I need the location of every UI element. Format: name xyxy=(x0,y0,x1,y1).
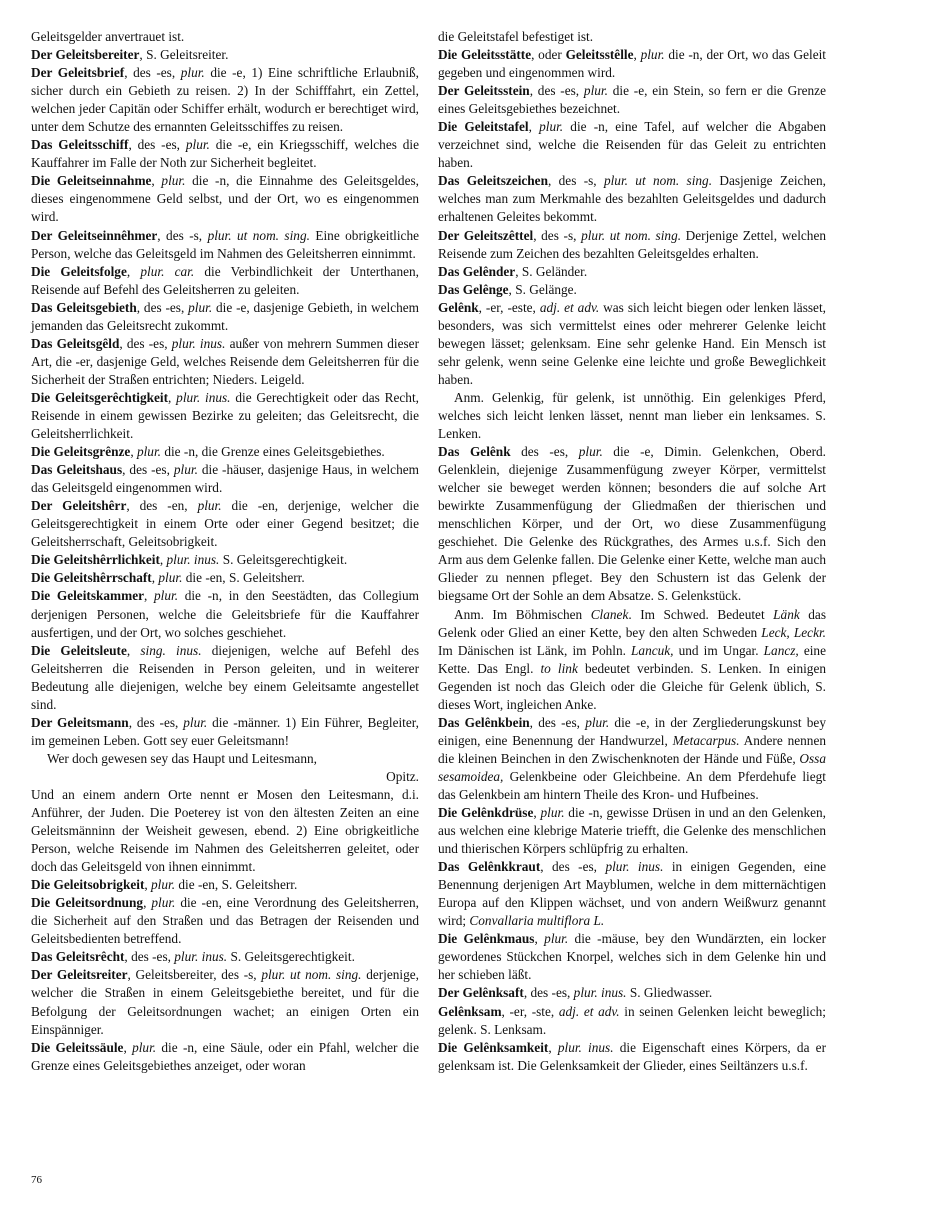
dictionary-entry xyxy=(438,389,826,443)
entry-text: , xyxy=(533,805,541,821)
entry-text: in seinen Gelenken leicht beweglich; gelenk. S. Lenksam. xyxy=(438,1003,826,1037)
dictionary-entry xyxy=(31,335,419,389)
dictionary-entry xyxy=(31,263,419,299)
entry-headword: Gelênk xyxy=(438,299,479,315)
grammar-note: Länk xyxy=(773,606,800,622)
entry-headword: Der Geleitshêrr xyxy=(31,498,127,514)
entry-text: Gelenkbeine oder Gleichbeine. An dem Pferdehufe liegt das Gelenkbein am hintern Theile des Kron- und Hufbeines. xyxy=(438,768,826,802)
entry-text: die -mäuse, bey den Wundärzten, ein locker gewordenes Stückchen Knorpel, welches sich in dem Gelenke hin und her schieben läßt. xyxy=(438,931,827,983)
entry-text: die -e, ein Stein, so fern er die Grenze eines Geleitsgebiethes bezeichnet. xyxy=(438,83,826,117)
entry-text: die Eigenschaft eines Körpers, da er gelenksam ist. Die Gelenksamkeit der Glieder, eines Seiltänzers u.s.f. xyxy=(438,1039,826,1073)
entry-text: die -n, eine Säule, oder ein Pfahl, welcher die Grenze eines Geleitsgebiethes anzeiget, oder woran xyxy=(31,1039,419,1073)
entry-text: Anm. Gelenkig, für gelenk, ist unnöthig. Ein gelenkiges Pferd, welches sich leicht lenken lässet, nennt man lieber ein lenksames. S. Lenken. xyxy=(438,389,826,442)
dictionary-entry xyxy=(31,876,419,894)
entry-text: Dasjenige Zeichen, welches man zum Merkmahle des bezahlten Geleitsgeldes und dadurch erhaltenen Geleites bekommt. xyxy=(438,173,826,225)
entry-headword: Die Geleitseinnahme xyxy=(31,173,152,189)
entry-text: Opitz. xyxy=(386,768,419,784)
grammar-note: Leck, Leckr. xyxy=(761,624,827,640)
entry-text: in einigen Gegenden, eine Benennung derjenigen Art Mayblumen, welche in dem mitternächtigen Europa auf den Klippen wächset, und von andern Weißwurz genannt wird; xyxy=(438,859,826,929)
entry-text: die -n, in den Seestädten, das Collegium derjenigen Personen, welche die Geleitsbriefe für die Kauffahrer ausfertigen, und der Ort, wo solches geschiehet. xyxy=(31,588,419,640)
entry-text: , des -es, xyxy=(124,65,181,81)
entry-text: Eine obrigkeitliche Person, welche das Geleitsgeld im Nahmen des Geleitsherren einnimmt. xyxy=(31,227,419,261)
entry-text: , des -s, xyxy=(533,227,582,243)
dictionary-entry xyxy=(438,930,826,984)
dictionary-entry xyxy=(438,714,826,804)
dictionary-entry xyxy=(438,172,826,226)
entry-text: die -e, 1) Eine schriftliche Erlaubniß, sicher durch ein Gebieth zu reisen. 2) In der Schifffahrt, ein Zettel, welchen jeder Capitän oder Schiffer erhält, wodurch er berechtiget wird, unter dem Schutze des ernannten Geleitsschiffes zu reisen. xyxy=(31,65,419,135)
grammar-note: Clanek xyxy=(590,606,629,622)
dictionary-entry xyxy=(31,642,419,714)
entry-headword: Die Geleitssäule xyxy=(31,1039,124,1055)
grammar-note: plur. inus. xyxy=(176,389,231,405)
entry-text: S. Geleitsgerechtigkeit. xyxy=(227,949,355,965)
grammar-note: plur. inus. xyxy=(171,335,226,351)
entry-text: Geleitsgelder anvertrauet ist. xyxy=(31,29,185,44)
entry-headword: Das Geleitsrêcht xyxy=(31,949,125,965)
entry-text: , des -es, xyxy=(523,985,574,1001)
entry-text: Andere nennen die kleinen Beinchen in den Zwischenknoten der Hände und Füße, xyxy=(438,732,826,766)
dictionary-entry xyxy=(31,443,419,461)
dictionary-entry xyxy=(438,118,826,172)
entry-headword: Die Geleitstafel xyxy=(438,119,529,135)
entry-headword: Der Geleitsmann xyxy=(31,714,129,730)
dictionary-entry xyxy=(438,46,826,82)
grammar-note: plur. ut nom. sing. xyxy=(603,173,713,189)
entry-headword: Die Geleitsgerêchtigkeit xyxy=(31,389,169,405)
entry-text: , xyxy=(126,642,141,658)
entry-text: , xyxy=(534,931,545,947)
dictionary-entry xyxy=(438,443,826,605)
dictionary-entry xyxy=(31,569,419,587)
dictionary-entry xyxy=(31,1039,419,1075)
entry-headword: Das Geleitsgêld xyxy=(31,335,120,351)
entry-headword: Die Geleitsfolge xyxy=(31,263,127,279)
grammar-note: plur. xyxy=(544,931,569,947)
entry-text: , des -es, xyxy=(529,714,586,730)
dictionary-entry xyxy=(31,894,419,948)
entry-headword: Das Gelênkbein xyxy=(438,714,530,730)
grammar-note: plur. xyxy=(132,1039,157,1055)
entry-text: , des -en, xyxy=(126,498,198,514)
dictionary-entry xyxy=(31,461,419,497)
entry-text: die -männer. 1) Ein Führer, Begleiter, im gemeinen Leben. Gott sey euer Geleitsmann! xyxy=(31,714,419,748)
right-column xyxy=(438,28,826,1075)
grammar-note: plur. xyxy=(173,462,198,478)
entry-text: die -e, Dimin. Gelenkchen, Oberd. Gelenklein, diejenige Zusammenfügung zweyer Körper, vermittelst welcher sie beweget werden können; besonders die auf solche Art bewirkte Zusammenfügung der Gliedmaßen der thierischen und menschlichen Körper, und der Ort, wo diese Zusammenfügung geschiehet. Die Gelenke des Rückgrathes, des Armes u.s.f. Sich den Arm aus dem Gelenke fallen. Die Gelenke einer Kette, welche man auch Glieder zu nennen pfleget. Bey den Schustern ist das Gelenk der biegsame Ort der Sohle an dem Absatze. S. Gelenkstück. xyxy=(438,444,827,604)
entry-text: . Im Schwed. Bedeutet xyxy=(628,606,774,622)
dictionary-entry xyxy=(438,263,826,281)
grammar-note: plur. xyxy=(185,137,210,153)
entry-text: diejenigen, welche auf Befehl des Geleitsherren die Reisenden in Person geleiten, und in weiterer Bedeutung alle diejenigen, welche bey einem Geleitsamte angestellet sind. xyxy=(31,642,419,712)
entry-text: die -e, in der Zergliederungskunst bey einigen, eine Benennung der Handwurzel, xyxy=(438,714,826,748)
grammar-note: plur. inus. xyxy=(166,552,220,568)
entry-headword: Die Geleitsobrigkeit xyxy=(31,877,145,893)
entry-headword: Der Geleitseinnêhmer xyxy=(31,227,158,243)
dictionary-entry xyxy=(31,750,419,768)
entry-text: , des -es, xyxy=(128,714,184,730)
entry-text: , des -s, xyxy=(157,227,208,243)
entry-text: was sich leicht biegen oder lenken lässet, besonders, was sich vermittelst eines oder mehrerer Gelenke leicht bewegen lässet; gelenksam. Eine sehr gelenke Hand. Ein Mensch ist sehr gelenk, wenn seine Gelenke eine leichte und große Beweglichkeit haben. xyxy=(438,299,826,387)
entry-text: , Geleitsbereiter, des -s, xyxy=(127,967,262,983)
dictionary-entry xyxy=(31,46,419,64)
entry-headword: Die Geleitshêrrschaft xyxy=(31,570,152,586)
entry-text: die -n, die Grenze eines Geleitsgebiethes. xyxy=(161,444,385,460)
entry-headword: Geleitsstêlle xyxy=(565,47,634,63)
dictionary-entry xyxy=(438,82,826,118)
dictionary-entry xyxy=(438,1039,826,1075)
grammar-note: Convallaria multiflora L. xyxy=(469,913,605,929)
entry-text: , xyxy=(548,1039,558,1055)
dictionary-entry xyxy=(438,1003,826,1039)
entry-text: , oder xyxy=(531,47,566,63)
dictionary-entry xyxy=(438,281,826,299)
entry-text: Wer doch gewesen sey das Haupt und Leitesmann, xyxy=(47,750,317,766)
grammar-note: sing. inus. xyxy=(140,642,202,658)
grammar-note: plur. xyxy=(539,119,564,135)
entry-text: bedeutet verbinden. S. Lenken. In einigen Gegenden ist noch das Gleich oder die Gleiche für Gelenk üblich, S. dieses Wort, ingleichen Anke. xyxy=(438,660,827,712)
dictionary-entry xyxy=(31,136,419,172)
entry-headword: Das Gelênk xyxy=(438,444,511,460)
entry-text: derjenige, welcher die Straßen in einem Geleitsgebiethe bereitet, und für die Befolgung der Geleitsordnungen wachet; an einigen Orten ein Einspänniger. xyxy=(31,967,419,1037)
dictionary-entry xyxy=(31,786,419,876)
entry-headword: Das Geleitszeichen xyxy=(438,173,548,189)
entry-text: die -n, der Ort, wo das Geleit gegeben und eingenommen wird. xyxy=(438,47,826,81)
page-number: 76 xyxy=(31,1174,42,1186)
entry-text: , des -s, xyxy=(547,173,604,189)
entry-text: , xyxy=(633,47,641,63)
entry-headword: Die Gelênksamkeit xyxy=(438,1039,549,1055)
dictionary-entry xyxy=(31,768,419,786)
dictionary-entry xyxy=(438,858,826,930)
dictionary-entry xyxy=(438,28,826,46)
grammar-note: plur. xyxy=(188,299,213,315)
entry-headword: Der Geleitsbereiter xyxy=(31,47,140,63)
entry-text: , xyxy=(528,119,540,135)
dictionary-entry xyxy=(438,606,826,714)
entry-headword: Das Geleitshaus xyxy=(31,462,123,478)
entry-text: , xyxy=(130,444,137,460)
grammar-note: plur. xyxy=(151,877,176,893)
dictionary-entry xyxy=(31,28,419,46)
grammar-note: plur. xyxy=(197,498,222,514)
grammar-note: plur. xyxy=(158,570,183,586)
entry-text: , xyxy=(123,1039,133,1055)
entry-text: , des -es, xyxy=(529,83,584,99)
entry-headword: Die Geleitsordnung xyxy=(31,895,144,911)
entry-headword: Das Gelênkkraut xyxy=(438,859,541,875)
grammar-note: plur. inus. xyxy=(174,949,228,965)
grammar-note: plur. inus. xyxy=(605,859,664,875)
entry-text: S. Gliedwasser. xyxy=(626,985,713,1001)
grammar-note: plur. xyxy=(183,714,208,730)
entry-text: , xyxy=(126,263,141,279)
entry-text: , des -es, xyxy=(119,335,172,351)
entry-text: eine Kette. Das Engl. xyxy=(438,642,826,676)
entry-text: , -er, -ste, xyxy=(501,1003,559,1019)
entry-text: die -n, eine Tafel, auf welcher die Abgaben verzeichnet sind, welche die Reisenden für das Geleit zu entrichten haben. xyxy=(438,119,827,171)
dictionary-entry xyxy=(31,714,419,750)
entry-headword: Die Gelênkmaus xyxy=(438,931,535,947)
entry-text: , des -es, xyxy=(540,859,606,875)
dictionary-entry xyxy=(438,804,826,858)
dictionary-entry xyxy=(31,948,419,966)
entry-text: die Geleitstafel befestiget ist. xyxy=(438,29,594,44)
grammar-note: plur. xyxy=(180,65,205,81)
grammar-note: plur. xyxy=(583,83,608,99)
entry-text: die -n, gewisse Drüsen in und an den Gelenken, aus welchen eine klebrige Materie triefft, die Gelenke des menschlichen und thierischen Körpers schlüpfrig zu erhalten. xyxy=(438,805,826,857)
entry-text: die Gerechtigkeit oder das Recht, Reisende in einem gewissen Bezirke zu geleiten; das Geleitsrecht, die Geleitsherrlichkeit. xyxy=(31,389,419,442)
entry-headword: Die Gelênkdrüse xyxy=(438,805,534,821)
grammar-note: Lancuk, xyxy=(631,642,674,658)
entry-text: S. Geleitsgerechtigkeit. xyxy=(219,552,348,568)
entry-text: die -en, derjenige, welcher die Geleitsgerechtigkeit in einem Orte oder einer Gegend besitzet; die Geleitsherrschaft, Geleitsobrigkeit. xyxy=(31,498,419,550)
entry-text: , S. Geleitsreiter. xyxy=(139,47,229,63)
entry-text: , xyxy=(168,389,177,405)
grammar-note: plur. xyxy=(151,895,176,911)
entry-text: die -en, eine Verordnung des Geleitsherren, die Sicherheit auf den Straßen und das Betragen der Reisenden und Geleitsbedienten betreffend. xyxy=(31,895,419,947)
grammar-note: adj. et adv. xyxy=(558,1003,620,1019)
grammar-note: plur. inus. xyxy=(557,1039,614,1055)
dictionary-entry xyxy=(31,64,419,136)
entry-text: des -es, xyxy=(510,444,579,460)
entry-headword: Die Geleitsstätte xyxy=(438,47,532,63)
dictionary-entry xyxy=(438,984,826,1002)
entry-text: , des -es, xyxy=(124,949,175,965)
entry-text: , xyxy=(144,877,152,893)
entry-headword: Das Gelênge xyxy=(438,281,509,297)
grammar-note: plur. xyxy=(161,173,186,189)
entry-headword: Die Geleitskammer xyxy=(31,588,145,604)
dictionary-entry xyxy=(31,497,419,551)
entry-headword: Das Geleitsschiff xyxy=(31,137,129,153)
entry-text: , S. Gelänge. xyxy=(508,281,577,297)
grammar-note: Lancz, xyxy=(763,642,799,658)
grammar-note: plur. inus. xyxy=(573,985,627,1001)
entry-headword: Der Geleitszêttel xyxy=(438,227,534,243)
entry-headword: Der Gelênksaft xyxy=(438,985,524,1001)
dictionary-entry xyxy=(438,299,826,389)
entry-text: , xyxy=(159,552,167,568)
entry-headword: Die Geleitsleute xyxy=(31,642,127,658)
entry-headword: Der Geleitsreiter xyxy=(31,967,128,983)
entry-text: die -e, dasjenige Gebieth, in welchem jemanden das Geleitsrecht zukommt. xyxy=(31,299,420,333)
entry-text: , -er, -este, xyxy=(478,299,540,315)
dictionary-entry xyxy=(31,587,419,641)
entry-headword: Der Geleitsbrief xyxy=(31,65,125,81)
entry-text: die -en, S. Geleitsherr. xyxy=(182,570,305,586)
entry-headword: Gelênksam xyxy=(438,1003,502,1019)
entry-headword: Die Geleitsgrênze xyxy=(31,444,131,460)
grammar-note: plur. xyxy=(136,444,161,460)
grammar-note: plur. ut nom. sing. xyxy=(261,967,362,983)
grammar-note: Ossa sesamoidea, xyxy=(438,750,826,784)
grammar-note: plur. xyxy=(585,714,610,730)
entry-text: , des -es, xyxy=(122,462,174,478)
entry-text: , des -es, xyxy=(128,137,186,153)
grammar-note: plur. xyxy=(154,588,179,604)
entry-text: die -n, die Einnahme des Geleitsgeldes, dieses eingenommene Geld selbst, und der Ort, wo es eingenommen wird. xyxy=(31,173,419,225)
left-column xyxy=(31,28,419,1075)
grammar-note: to link xyxy=(540,660,578,676)
grammar-note: adj. et adv. xyxy=(539,299,600,315)
grammar-note: plur. xyxy=(578,444,603,460)
entry-text: , des -es, xyxy=(136,299,189,315)
dictionary-entry xyxy=(31,299,419,335)
entry-text: außer von mehrern Summen dieser Art, die -er, dasjenige Geld, welches Reisende dem Geleitsherren für die Sicherheit der Straßen entrichten; Nieders. Leigeld. xyxy=(31,335,419,387)
entry-text: , xyxy=(143,895,152,911)
entry-text: die -en, S. Geleitsherr. xyxy=(175,877,298,893)
dictionary-entry xyxy=(31,551,419,569)
entry-text: und im Ungar. xyxy=(673,642,764,658)
entry-text: Im Dänischen ist Länk, im Pohln. xyxy=(438,642,632,658)
dictionary-entry xyxy=(31,966,419,1038)
entry-headword: Die Geleitshêrrlichkeit xyxy=(31,552,160,568)
entry-text: , S. Geländer. xyxy=(515,263,588,279)
entry-text: Anm. Im Böhmischen xyxy=(454,606,591,622)
grammar-note: Metacarpus. xyxy=(672,732,740,748)
entry-text: , xyxy=(151,570,159,586)
entry-text: die -häuser, dasjenige Haus, in welchem das Geleitsgeld eingenommen wird. xyxy=(31,462,419,496)
grammar-note: plur. xyxy=(540,805,565,821)
dictionary-entry xyxy=(31,227,419,263)
dictionary-entry xyxy=(31,172,419,226)
entry-headword: Das Gelênder xyxy=(438,263,516,279)
entry-text: die Verbindlichkeit der Unterthanen, Reisende auf Befehl des Geleitsherren zu geleiten. xyxy=(31,263,419,297)
entry-headword: Das Geleitsgebieth xyxy=(31,299,137,315)
entry-text: , xyxy=(151,173,162,189)
dictionary-entry xyxy=(31,389,419,443)
entry-text: Derjenige Zettel, welchen Reisende zum Zeichen des bezahlten Geleitsgeldes erhalten. xyxy=(438,227,826,261)
grammar-note: plur. car. xyxy=(140,263,195,279)
grammar-note: plur. xyxy=(640,47,665,63)
entry-text: die -e, ein Kriegsschiff, welches die Kauffahrer im Falle der Noth zur Sicherheit begleitet. xyxy=(31,137,419,171)
entry-headword: Der Geleitsstein xyxy=(438,83,530,99)
entry-text: das Gelenk oder Glied an einer Kette, bey den alten Schweden xyxy=(438,606,826,640)
grammar-note: plur. ut nom. sing. xyxy=(581,227,682,243)
entry-text: Und an einem andern Orte nennt er Mosen den Leitesmann, d.i. Anführer, der Juden. Die Poeterey ist von den ältesten Zeiten an eine Geleitsmänninn der Weisheit gewesen, ebend. 2) Eine obrigkeitliche Person, welche Reisende im Nahmen des Geleitsherren geleitet, oder doch das Geleitsgeld von ihnen einnimmt. xyxy=(31,786,419,875)
dictionary-entry xyxy=(438,227,826,263)
grammar-note: plur. ut nom. sing. xyxy=(207,227,310,243)
entry-text: , xyxy=(144,588,155,604)
